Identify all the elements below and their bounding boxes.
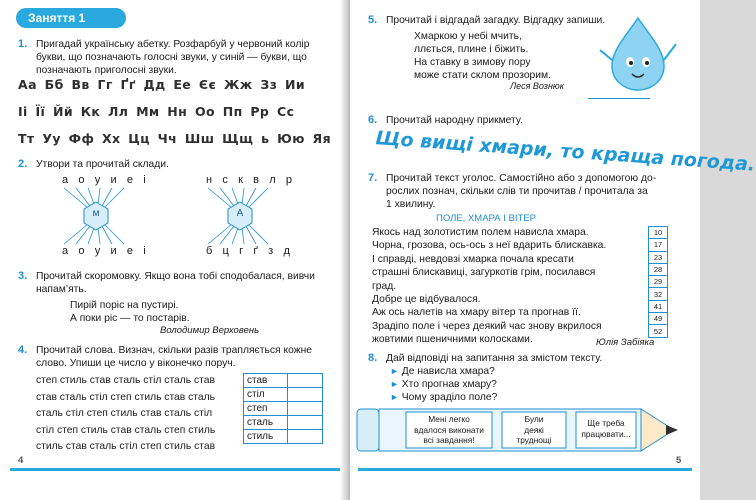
- alphabet-row[interactable]: Тт Уу Фф Хх Цц Чч Шш Щщ ь Юю Яя: [18, 131, 332, 146]
- triangle-bullet-icon: ►: [390, 366, 399, 376]
- task4-text: [36, 344, 336, 370]
- word-count-cell: 49: [649, 313, 668, 325]
- syllable-center-2: А: [236, 208, 244, 219]
- count-box[interactable]: [288, 402, 323, 416]
- word-count-cell: 32: [649, 288, 668, 300]
- word-row: став сталь стіл степ стиль став сталь: [36, 391, 215, 403]
- count-box[interactable]: [288, 416, 323, 430]
- task7-number: 7.: [368, 172, 378, 184]
- word-count-cell: 23: [649, 251, 668, 263]
- task8-number: 8.: [368, 352, 378, 364]
- task6-text: Прочитай народну прикмету.: [386, 115, 523, 126]
- question-list: [390, 365, 497, 404]
- water-drop-mascot: [598, 14, 678, 99]
- count-box[interactable]: [288, 388, 323, 402]
- task7-text-line: рослих познач, скільки слів ти прочитав / прочитала за: [386, 186, 648, 197]
- count-box[interactable]: [288, 374, 323, 388]
- syllable-top-letters-1: а о у и е і: [62, 174, 150, 186]
- syllable-bottom-letters-2: б ц г ґ з д: [206, 245, 294, 257]
- count-box[interactable]: [288, 430, 323, 444]
- word-count-cell: 52: [649, 325, 668, 337]
- task3-number: 3.: [18, 270, 28, 282]
- question-item: ► Хто прогнав хмару?: [390, 379, 497, 390]
- word-label: став: [244, 374, 288, 388]
- syllable-bottom-letters-1: а о у и е і: [62, 245, 150, 257]
- task3-author: Володимир Верховень: [160, 325, 260, 336]
- task3-text-line: Прочитай скоромовку. Якщо вона тобі сподобалася, вивчи: [36, 271, 315, 282]
- pencil-cell-easy[interactable]: Мені легко вдалося виконати всі завдання!: [414, 414, 484, 445]
- task5-text: Прочитай і відгадай загадку. Відгадку запиши.: [386, 15, 606, 26]
- word-row: стіл степ стиль став сталь степ стиль: [36, 424, 216, 436]
- word-count-cell: 41: [649, 300, 668, 312]
- page-number-right: 5: [676, 455, 682, 466]
- pencil-cell-more-work[interactable]: Ще треба працювати...: [581, 418, 631, 439]
- syllable-center-1: м: [92, 208, 100, 219]
- page-bottom-rule: [358, 468, 692, 471]
- word-count-cell: 28: [649, 263, 668, 275]
- word-count-cell: 10: [649, 227, 668, 239]
- task4-number: 4.: [18, 344, 28, 356]
- story-line: град.: [372, 280, 397, 292]
- tongue-twister: [70, 299, 190, 325]
- syllable-top-letters-2: н с к в л р: [206, 174, 296, 186]
- task7-text-line: Прочитай текст уголос. Самостійно або з допомогою до-: [386, 173, 657, 184]
- word-label: стиль: [244, 430, 288, 444]
- question-item: ► Де нависла хмара?: [390, 366, 495, 377]
- word-label: степ: [244, 402, 288, 416]
- folk-sign-slogan: Що вищі хмари, то краща погода.: [374, 127, 756, 176]
- story-text: [372, 226, 642, 347]
- task4-text-line: слово. Упиши це число у віконечко поруч.: [36, 358, 236, 369]
- word-row: степ стиль став сталь стіл сталь став: [36, 375, 215, 386]
- story-line: І справді, невдовзі хмарка почала кресати: [372, 253, 574, 265]
- word-count-column: [648, 226, 668, 338]
- pencil-cell-difficult[interactable]: Були деякі труднощі: [516, 414, 552, 445]
- story-line: страшні блискавиці, загуркотів грім, посилався: [372, 267, 596, 279]
- lesson-tag: Заняття 1: [16, 8, 126, 28]
- task7-text-line: 1 хвилину.: [386, 199, 436, 210]
- task5-number: 5.: [368, 14, 378, 26]
- task1-text-line: букви, що позначають голосні звуки, у синій — букви, що: [36, 52, 307, 63]
- word-row: сталь стіл степ стиль став сталь стіл: [36, 408, 213, 420]
- word-count-cell: 17: [649, 239, 668, 251]
- task5-author: Леся Вознюк: [510, 81, 564, 91]
- task2-text: Утвори та прочитай склади.: [36, 159, 169, 170]
- triangle-bullet-icon: ►: [390, 392, 399, 402]
- page-number-left: 4: [18, 455, 24, 466]
- task1-text: [36, 38, 336, 77]
- story-line: Зрадіпо поле і через деякий час знову вкрилося: [372, 320, 602, 332]
- poem-line: ллється, плине і біжить.: [414, 44, 529, 55]
- word-rows: [36, 373, 215, 456]
- alphabet-row[interactable]: Аа Бб Вв Гг Ґґ Дд Ее Єє Жж Зз Ии: [18, 77, 306, 92]
- triangle-bullet-icon: ►: [390, 379, 399, 389]
- task6-number: 6.: [368, 114, 378, 126]
- word-count-table: [243, 373, 323, 444]
- riddle-poem: [414, 30, 551, 82]
- word-row: стиль став сталь стіл степ стиль став: [36, 441, 216, 453]
- story-line: жовтими пшеничними колосками.: [372, 334, 533, 346]
- story-line: Чорна, грозова, ось-ось з неї вдарить блискавка.: [372, 240, 607, 252]
- poem-line: може стати склом прозорим.: [414, 70, 551, 81]
- word-label: стіл: [244, 388, 288, 402]
- task4-text-line: Прочитай слова. Визнач, скільки разів трапляється кожне: [36, 345, 312, 356]
- alphabet-row[interactable]: Іі Її Йй Кк Лл Мм Нн Оо Пп Рр Сс: [18, 104, 295, 119]
- task3-text: [36, 270, 336, 296]
- left-page: [0, 0, 346, 500]
- story-line: Якось над золотистим полем нависла хмара.: [372, 227, 589, 238]
- task1-text-line: Пригадай українську абетку. Розфарбуй у червоний колір: [36, 39, 310, 50]
- task1-text-line: позначають приголосні звуки.: [36, 65, 177, 76]
- task7-author: Юлія Забіяка: [596, 337, 655, 348]
- right-page: [350, 0, 756, 500]
- story-title: ПОЛЕ, ХМАРА І ВІТЕР: [436, 213, 536, 224]
- story-line: Аж ось налетів на хмару вітер та прогнав її.: [372, 307, 581, 319]
- poem-line: Пирій поріс на пустирі.: [70, 300, 179, 311]
- task2-number: 2.: [18, 158, 28, 170]
- word-label: сталь: [244, 416, 288, 430]
- poem-line: На ставку в зимову пору: [414, 57, 531, 68]
- task1-number: 1.: [18, 38, 28, 50]
- task8-text: Дай відповіді на запитання за змістом тексту.: [386, 353, 603, 364]
- poem-line: Хмаркою у небі мчить,: [414, 31, 522, 42]
- word-count-cell: 29: [649, 276, 668, 288]
- story-line: Добре це відбувалося.: [372, 294, 481, 306]
- page-bottom-rule: [10, 468, 340, 471]
- question-item: ► Чому зраділо поле?: [390, 392, 498, 403]
- poem-line: А поки ріс — то постарів.: [70, 313, 190, 324]
- task3-text-line: напам’ять.: [36, 284, 87, 295]
- task7-text: [386, 172, 686, 211]
